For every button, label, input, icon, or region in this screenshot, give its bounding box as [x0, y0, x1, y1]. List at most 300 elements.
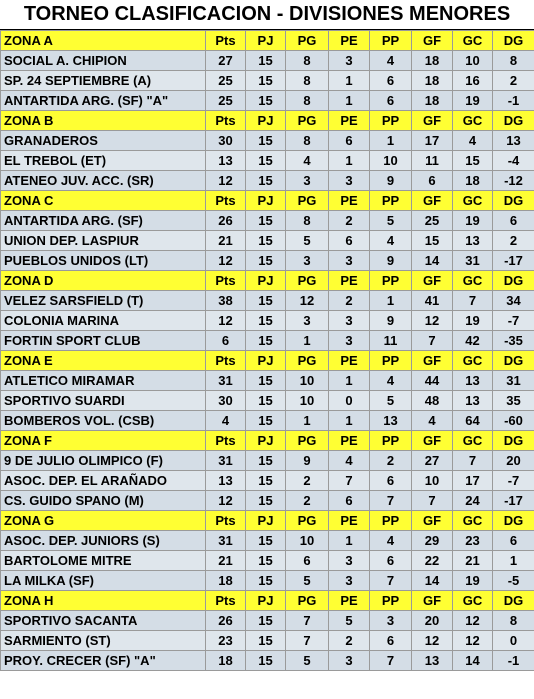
stat-pg: 8 — [286, 51, 329, 71]
stat-pj: 15 — [246, 611, 286, 631]
stat-gc: 31 — [453, 251, 493, 271]
team-name: BARTOLOME MITRE — [1, 551, 206, 571]
stat-pg: 9 — [286, 451, 329, 471]
team-name: FORTIN SPORT CLUB — [1, 331, 206, 351]
zone-header-row — [1, 191, 534, 211]
stat-pj: 15 — [246, 411, 286, 431]
column-header-gc: GC — [453, 351, 493, 371]
stat-gf: 12 — [412, 311, 453, 331]
stat-pe: 3 — [329, 251, 370, 271]
table-row — [1, 331, 534, 351]
stat-pg: 10 — [286, 531, 329, 551]
stat-pts: 18 — [206, 571, 246, 591]
stat-dg: -7 — [493, 471, 534, 491]
stat-pj: 15 — [246, 311, 286, 331]
stat-pj: 15 — [246, 631, 286, 651]
column-header-gf: GF — [412, 271, 453, 291]
stat-pts: 23 — [206, 631, 246, 651]
stat-pg: 5 — [286, 651, 329, 671]
stat-gf: 10 — [412, 471, 453, 491]
column-header-gc: GC — [453, 111, 493, 131]
stat-dg: 1 — [493, 551, 534, 571]
stat-pts: 26 — [206, 611, 246, 631]
team-name: PROY. CRECER (SF) "A" — [1, 651, 206, 671]
table-row — [1, 211, 534, 231]
stat-dg: 2 — [493, 231, 534, 251]
stat-pe: 3 — [329, 171, 370, 191]
table-row — [1, 91, 534, 111]
stat-pg: 8 — [286, 131, 329, 151]
stat-dg: 34 — [493, 291, 534, 311]
stat-pp: 6 — [370, 631, 412, 651]
stat-pe: 3 — [329, 51, 370, 71]
stat-pg: 5 — [286, 571, 329, 591]
column-header-dg: DG — [493, 431, 534, 451]
stat-pe: 5 — [329, 611, 370, 631]
stat-pe: 1 — [329, 371, 370, 391]
stat-pj: 15 — [246, 531, 286, 551]
stat-pe: 1 — [329, 411, 370, 431]
stat-pp: 6 — [370, 91, 412, 111]
stat-pp: 4 — [370, 531, 412, 551]
stat-pts: 6 — [206, 331, 246, 351]
zone-header-row — [1, 511, 534, 531]
table-row — [1, 51, 534, 71]
stat-pj: 15 — [246, 231, 286, 251]
stat-pe: 3 — [329, 651, 370, 671]
team-name: ATLETICO MIRAMAR — [1, 371, 206, 391]
stat-pp: 6 — [370, 71, 412, 91]
stat-pts: 21 — [206, 551, 246, 571]
stat-pp: 2 — [370, 451, 412, 471]
column-header-pp: PP — [370, 271, 412, 291]
team-name: LA MILKA (SF) — [1, 571, 206, 591]
column-header-pts: Pts — [206, 271, 246, 291]
stat-pj: 15 — [246, 71, 286, 91]
zone-name: ZONA D — [1, 271, 206, 291]
stat-pg: 4 — [286, 151, 329, 171]
stat-pg: 10 — [286, 371, 329, 391]
column-header-gc: GC — [453, 271, 493, 291]
column-header-pe: PE — [329, 31, 370, 51]
stat-pts: 25 — [206, 91, 246, 111]
table-row — [1, 651, 534, 671]
stat-pe: 6 — [329, 231, 370, 251]
table-row — [1, 291, 534, 311]
stat-dg: 0 — [493, 631, 534, 651]
column-header-pts: Pts — [206, 431, 246, 451]
column-header-pe: PE — [329, 431, 370, 451]
column-header-pe: PE — [329, 591, 370, 611]
stat-pts: 30 — [206, 131, 246, 151]
stat-gf: 6 — [412, 171, 453, 191]
stat-dg: 6 — [493, 211, 534, 231]
stat-pe: 2 — [329, 631, 370, 651]
stat-gf: 11 — [412, 151, 453, 171]
stat-gc: 21 — [453, 551, 493, 571]
stat-dg: -17 — [493, 251, 534, 271]
stat-pj: 15 — [246, 491, 286, 511]
zone-name: ZONA C — [1, 191, 206, 211]
column-header-pj: PJ — [246, 111, 286, 131]
team-name: SOCIAL A. CHIPION — [1, 51, 206, 71]
stat-dg: 6 — [493, 531, 534, 551]
stat-pp: 7 — [370, 571, 412, 591]
stat-pp: 7 — [370, 651, 412, 671]
stat-dg: -1 — [493, 91, 534, 111]
stat-pj: 15 — [246, 571, 286, 591]
table-row — [1, 411, 534, 431]
column-header-pp: PP — [370, 351, 412, 371]
stat-gc: 19 — [453, 311, 493, 331]
column-header-pe: PE — [329, 511, 370, 531]
stat-pg: 7 — [286, 631, 329, 651]
column-header-gc: GC — [453, 511, 493, 531]
team-name: CS. GUIDO SPANO (M) — [1, 491, 206, 511]
stat-dg: 20 — [493, 451, 534, 471]
stat-gc: 42 — [453, 331, 493, 351]
stat-pj: 15 — [246, 171, 286, 191]
stat-pj: 15 — [246, 391, 286, 411]
stat-dg: 13 — [493, 131, 534, 151]
team-name: EL TREBOL (ET) — [1, 151, 206, 171]
stat-pg: 5 — [286, 231, 329, 251]
stat-gf: 25 — [412, 211, 453, 231]
column-header-dg: DG — [493, 591, 534, 611]
column-header-pg: PG — [286, 591, 329, 611]
stat-gf: 18 — [412, 51, 453, 71]
stat-gc: 19 — [453, 571, 493, 591]
column-header-gc: GC — [453, 591, 493, 611]
column-header-gc: GC — [453, 191, 493, 211]
stat-pg: 10 — [286, 391, 329, 411]
stat-gf: 4 — [412, 411, 453, 431]
stat-pts: 21 — [206, 231, 246, 251]
stat-pp: 9 — [370, 251, 412, 271]
stat-dg: -4 — [493, 151, 534, 171]
table-row — [1, 531, 534, 551]
stat-pp: 10 — [370, 151, 412, 171]
stat-pts: 13 — [206, 471, 246, 491]
stat-dg: -12 — [493, 171, 534, 191]
stat-gf: 15 — [412, 231, 453, 251]
column-header-pg: PG — [286, 431, 329, 451]
stat-gf: 13 — [412, 651, 453, 671]
table-row — [1, 371, 534, 391]
stat-pj: 15 — [246, 451, 286, 471]
stat-gf: 7 — [412, 331, 453, 351]
stat-pe: 1 — [329, 531, 370, 551]
table-row — [1, 611, 534, 631]
column-header-pj: PJ — [246, 271, 286, 291]
column-header-pts: Pts — [206, 191, 246, 211]
table-row — [1, 551, 534, 571]
stat-pp: 4 — [370, 371, 412, 391]
standings-body — [1, 31, 534, 671]
stat-pe: 1 — [329, 91, 370, 111]
stat-pg: 12 — [286, 291, 329, 311]
stat-pp: 4 — [370, 51, 412, 71]
column-header-pe: PE — [329, 271, 370, 291]
column-header-pe: PE — [329, 191, 370, 211]
zone-name: ZONA E — [1, 351, 206, 371]
stat-dg: 2 — [493, 71, 534, 91]
stat-pj: 15 — [246, 91, 286, 111]
stat-gc: 12 — [453, 631, 493, 651]
team-name: SARMIENTO (ST) — [1, 631, 206, 651]
column-header-pj: PJ — [246, 351, 286, 371]
stat-pts: 38 — [206, 291, 246, 311]
table-row — [1, 131, 534, 151]
table-row — [1, 491, 534, 511]
stat-gc: 17 — [453, 471, 493, 491]
column-header-pg: PG — [286, 351, 329, 371]
stat-pe: 4 — [329, 451, 370, 471]
stat-pj: 15 — [246, 151, 286, 171]
stat-pts: 31 — [206, 451, 246, 471]
stat-gf: 17 — [412, 131, 453, 151]
zone-header-row — [1, 431, 534, 451]
stat-gc: 18 — [453, 171, 493, 191]
column-header-dg: DG — [493, 351, 534, 371]
team-name: VELEZ SARSFIELD (T) — [1, 291, 206, 311]
stat-dg: 31 — [493, 371, 534, 391]
stat-pe: 0 — [329, 391, 370, 411]
column-header-dg: DG — [493, 271, 534, 291]
column-header-gf: GF — [412, 351, 453, 371]
stat-pp: 4 — [370, 231, 412, 251]
stat-pj: 15 — [246, 471, 286, 491]
column-header-pe: PE — [329, 111, 370, 131]
stat-pts: 12 — [206, 171, 246, 191]
stat-gf: 7 — [412, 491, 453, 511]
zone-header-row — [1, 271, 534, 291]
team-name: SP. 24 SEPTIEMBRE (A) — [1, 71, 206, 91]
column-header-pj: PJ — [246, 511, 286, 531]
table-row — [1, 571, 534, 591]
stat-gf: 12 — [412, 631, 453, 651]
team-name: ASOC. DEP. EL ARAÑADO — [1, 471, 206, 491]
stat-gf: 41 — [412, 291, 453, 311]
stat-pj: 15 — [246, 211, 286, 231]
team-name: GRANADEROS — [1, 131, 206, 151]
stat-gf: 22 — [412, 551, 453, 571]
column-header-pg: PG — [286, 111, 329, 131]
stat-pp: 5 — [370, 211, 412, 231]
stat-dg: -7 — [493, 311, 534, 331]
stat-pts: 12 — [206, 251, 246, 271]
stat-pe: 2 — [329, 291, 370, 311]
stat-dg: -35 — [493, 331, 534, 351]
column-header-gf: GF — [412, 31, 453, 51]
stat-pg: 2 — [286, 471, 329, 491]
stat-pp: 1 — [370, 131, 412, 151]
column-header-dg: DG — [493, 31, 534, 51]
column-header-gf: GF — [412, 591, 453, 611]
zone-header-row — [1, 591, 534, 611]
column-header-pj: PJ — [246, 31, 286, 51]
stat-pg: 3 — [286, 171, 329, 191]
stat-pg: 3 — [286, 251, 329, 271]
stat-gc: 4 — [453, 131, 493, 151]
column-header-pts: Pts — [206, 31, 246, 51]
zone-name: ZONA A — [1, 31, 206, 51]
team-name: ASOC. DEP. JUNIORS (S) — [1, 531, 206, 551]
stat-gc: 15 — [453, 151, 493, 171]
stat-pp: 13 — [370, 411, 412, 431]
column-header-gc: GC — [453, 31, 493, 51]
stat-gf: 44 — [412, 371, 453, 391]
column-header-gf: GF — [412, 511, 453, 531]
stat-dg: -5 — [493, 571, 534, 591]
stat-pe: 1 — [329, 71, 370, 91]
team-name: ATENEO JUV. ACC. (SR) — [1, 171, 206, 191]
stat-gc: 13 — [453, 391, 493, 411]
column-header-pp: PP — [370, 511, 412, 531]
stat-pg: 8 — [286, 211, 329, 231]
table-row — [1, 251, 534, 271]
column-header-pts: Pts — [206, 591, 246, 611]
stat-pts: 4 — [206, 411, 246, 431]
stat-pj: 15 — [246, 51, 286, 71]
stat-gc: 7 — [453, 291, 493, 311]
stat-gc: 24 — [453, 491, 493, 511]
column-header-pg: PG — [286, 271, 329, 291]
stat-pts: 31 — [206, 371, 246, 391]
stat-pj: 15 — [246, 291, 286, 311]
stat-gc: 13 — [453, 371, 493, 391]
stat-pj: 15 — [246, 251, 286, 271]
stat-pe: 6 — [329, 131, 370, 151]
stat-dg: 35 — [493, 391, 534, 411]
stat-pg: 1 — [286, 331, 329, 351]
column-header-pg: PG — [286, 191, 329, 211]
stat-pts: 27 — [206, 51, 246, 71]
column-header-dg: DG — [493, 511, 534, 531]
stat-gc: 10 — [453, 51, 493, 71]
column-header-dg: DG — [493, 191, 534, 211]
stat-pts: 31 — [206, 531, 246, 551]
zone-name: ZONA H — [1, 591, 206, 611]
stat-pg: 6 — [286, 551, 329, 571]
stat-pg: 2 — [286, 491, 329, 511]
table-row — [1, 311, 534, 331]
zone-name: ZONA F — [1, 431, 206, 451]
stat-pts: 26 — [206, 211, 246, 231]
stat-pe: 2 — [329, 211, 370, 231]
team-name: BOMBEROS VOL. (CSB) — [1, 411, 206, 431]
zone-name: ZONA B — [1, 111, 206, 131]
stat-gf: 18 — [412, 71, 453, 91]
column-header-pts: Pts — [206, 351, 246, 371]
stat-pg: 7 — [286, 611, 329, 631]
column-header-pp: PP — [370, 31, 412, 51]
table-row — [1, 151, 534, 171]
team-name: UNION DEP. LASPIUR — [1, 231, 206, 251]
stat-pp: 6 — [370, 471, 412, 491]
page-title: TORNEO CLASIFICACION - DIVISIONES MENORES — [0, 0, 534, 30]
table-row — [1, 231, 534, 251]
stat-pg: 8 — [286, 91, 329, 111]
column-header-pp: PP — [370, 591, 412, 611]
stat-pts: 18 — [206, 651, 246, 671]
stat-pp: 11 — [370, 331, 412, 351]
column-header-pg: PG — [286, 511, 329, 531]
stat-pe: 7 — [329, 471, 370, 491]
standings-table — [0, 30, 534, 671]
stat-gc: 19 — [453, 91, 493, 111]
stat-pj: 15 — [246, 331, 286, 351]
stat-pg: 1 — [286, 411, 329, 431]
column-header-gc: GC — [453, 431, 493, 451]
stat-pp: 1 — [370, 291, 412, 311]
stat-dg: 8 — [493, 51, 534, 71]
column-header-pj: PJ — [246, 431, 286, 451]
table-row — [1, 171, 534, 191]
table-row — [1, 391, 534, 411]
stat-pj: 15 — [246, 131, 286, 151]
column-header-gf: GF — [412, 191, 453, 211]
zone-header-row — [1, 351, 534, 371]
stat-pe: 1 — [329, 151, 370, 171]
stat-gc: 19 — [453, 211, 493, 231]
stat-dg: -1 — [493, 651, 534, 671]
stat-gc: 14 — [453, 651, 493, 671]
zone-header-row — [1, 31, 534, 51]
stat-gc: 16 — [453, 71, 493, 91]
stat-gc: 12 — [453, 611, 493, 631]
stat-gc: 23 — [453, 531, 493, 551]
column-header-dg: DG — [493, 111, 534, 131]
stat-pts: 12 — [206, 311, 246, 331]
stat-gf: 14 — [412, 251, 453, 271]
column-header-pts: Pts — [206, 111, 246, 131]
column-header-pg: PG — [286, 31, 329, 51]
stat-gf: 48 — [412, 391, 453, 411]
stat-gf: 20 — [412, 611, 453, 631]
stat-dg: -17 — [493, 491, 534, 511]
team-name: COLONIA MARINA — [1, 311, 206, 331]
column-header-pp: PP — [370, 431, 412, 451]
team-name: SPORTIVO SUARDI — [1, 391, 206, 411]
table-row — [1, 471, 534, 491]
stat-pp: 6 — [370, 551, 412, 571]
stat-dg: 8 — [493, 611, 534, 631]
stat-gf: 29 — [412, 531, 453, 551]
team-name: ANTARTIDA ARG. (SF) — [1, 211, 206, 231]
stat-gf: 27 — [412, 451, 453, 471]
team-name: SPORTIVO SACANTA — [1, 611, 206, 631]
stat-dg: -60 — [493, 411, 534, 431]
stat-gc: 7 — [453, 451, 493, 471]
stat-gc: 13 — [453, 231, 493, 251]
stat-pe: 3 — [329, 311, 370, 331]
team-name: ANTARTIDA ARG. (SF) "A" — [1, 91, 206, 111]
stat-pp: 9 — [370, 311, 412, 331]
stat-pj: 15 — [246, 551, 286, 571]
stat-pe: 3 — [329, 551, 370, 571]
table-row — [1, 451, 534, 471]
column-header-gf: GF — [412, 431, 453, 451]
stat-pp: 5 — [370, 391, 412, 411]
column-header-pp: PP — [370, 191, 412, 211]
column-header-pj: PJ — [246, 591, 286, 611]
stat-pj: 15 — [246, 651, 286, 671]
stat-gc: 64 — [453, 411, 493, 431]
team-name: 9 DE JULIO OLIMPICO (F) — [1, 451, 206, 471]
stat-gf: 14 — [412, 571, 453, 591]
table-row — [1, 631, 534, 651]
